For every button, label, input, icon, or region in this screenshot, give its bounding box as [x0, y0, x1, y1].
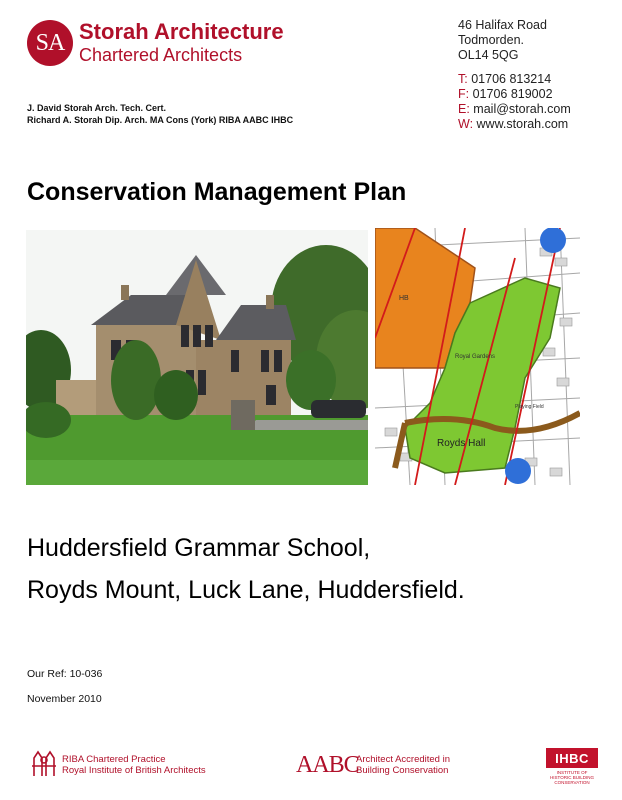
- fax-number: 01706 819002: [472, 87, 553, 101]
- aabc-line: Building Conservation: [356, 765, 449, 776]
- contact-key: F:: [458, 87, 470, 101]
- address-line: OL14 5QG: [458, 48, 519, 62]
- building-photo: [26, 230, 368, 485]
- map-label-hb: HB: [399, 295, 409, 302]
- company-tagline: Chartered Architects: [79, 45, 243, 65]
- principal-name: Richard A. Storah Dip. Arch. MA Cons (York) RIBA AABC IHBC: [27, 115, 294, 125]
- ihbc-logo: IHBC: [546, 748, 598, 768]
- ihbc-subtitle: INSTITUTE OF HISTORIC BUILDING CONSERVATION: [550, 770, 594, 785]
- website-link[interactable]: www.storah.com: [476, 117, 569, 131]
- riba-line: RIBA Chartered Practice: [62, 754, 166, 765]
- site-map: [375, 228, 580, 485]
- riba-badge: [62, 754, 206, 776]
- project-address: Royds Mount, Luck Lane, Huddersfield.: [27, 576, 465, 604]
- address-line: Todmorden.: [458, 33, 525, 47]
- company-name: Storah Architecture: [79, 19, 284, 44]
- map-label-hall: Royds Hall: [437, 438, 486, 449]
- company-address: [458, 18, 547, 63]
- email-address[interactable]: mail@storah.com: [473, 102, 571, 116]
- logo-initials: SA: [35, 29, 65, 56]
- riba-lion-icon: [30, 748, 58, 778]
- map-label-gardens: Royal Gardens: [455, 354, 496, 360]
- project-name: Huddersfield Grammar School,: [27, 534, 371, 562]
- principal-credits: [27, 102, 293, 126]
- company-logo: [27, 20, 73, 66]
- contact-key: E:: [458, 102, 470, 116]
- document-date: November 2010: [27, 693, 102, 705]
- document-title: Conservation Management Plan: [27, 178, 407, 206]
- contact-key: W:: [458, 117, 474, 131]
- phone-number: 01706 813214: [471, 72, 552, 86]
- principal-name: J. David Storah Arch. Tech. Cert.: [27, 103, 167, 113]
- contact-details: [458, 72, 571, 132]
- aabc-line: Architect Accredited in: [356, 754, 450, 765]
- address-line: 46 Halifax Road: [458, 18, 547, 32]
- map-label-field: Playing Field: [515, 404, 544, 410]
- aabc-logo: AABC: [296, 752, 359, 778]
- riba-line: Royal Institute of British Architects: [62, 765, 206, 776]
- aabc-badge: [356, 754, 450, 776]
- contact-key: T:: [458, 72, 468, 86]
- reference-number: Our Ref: 10-036: [27, 668, 103, 680]
